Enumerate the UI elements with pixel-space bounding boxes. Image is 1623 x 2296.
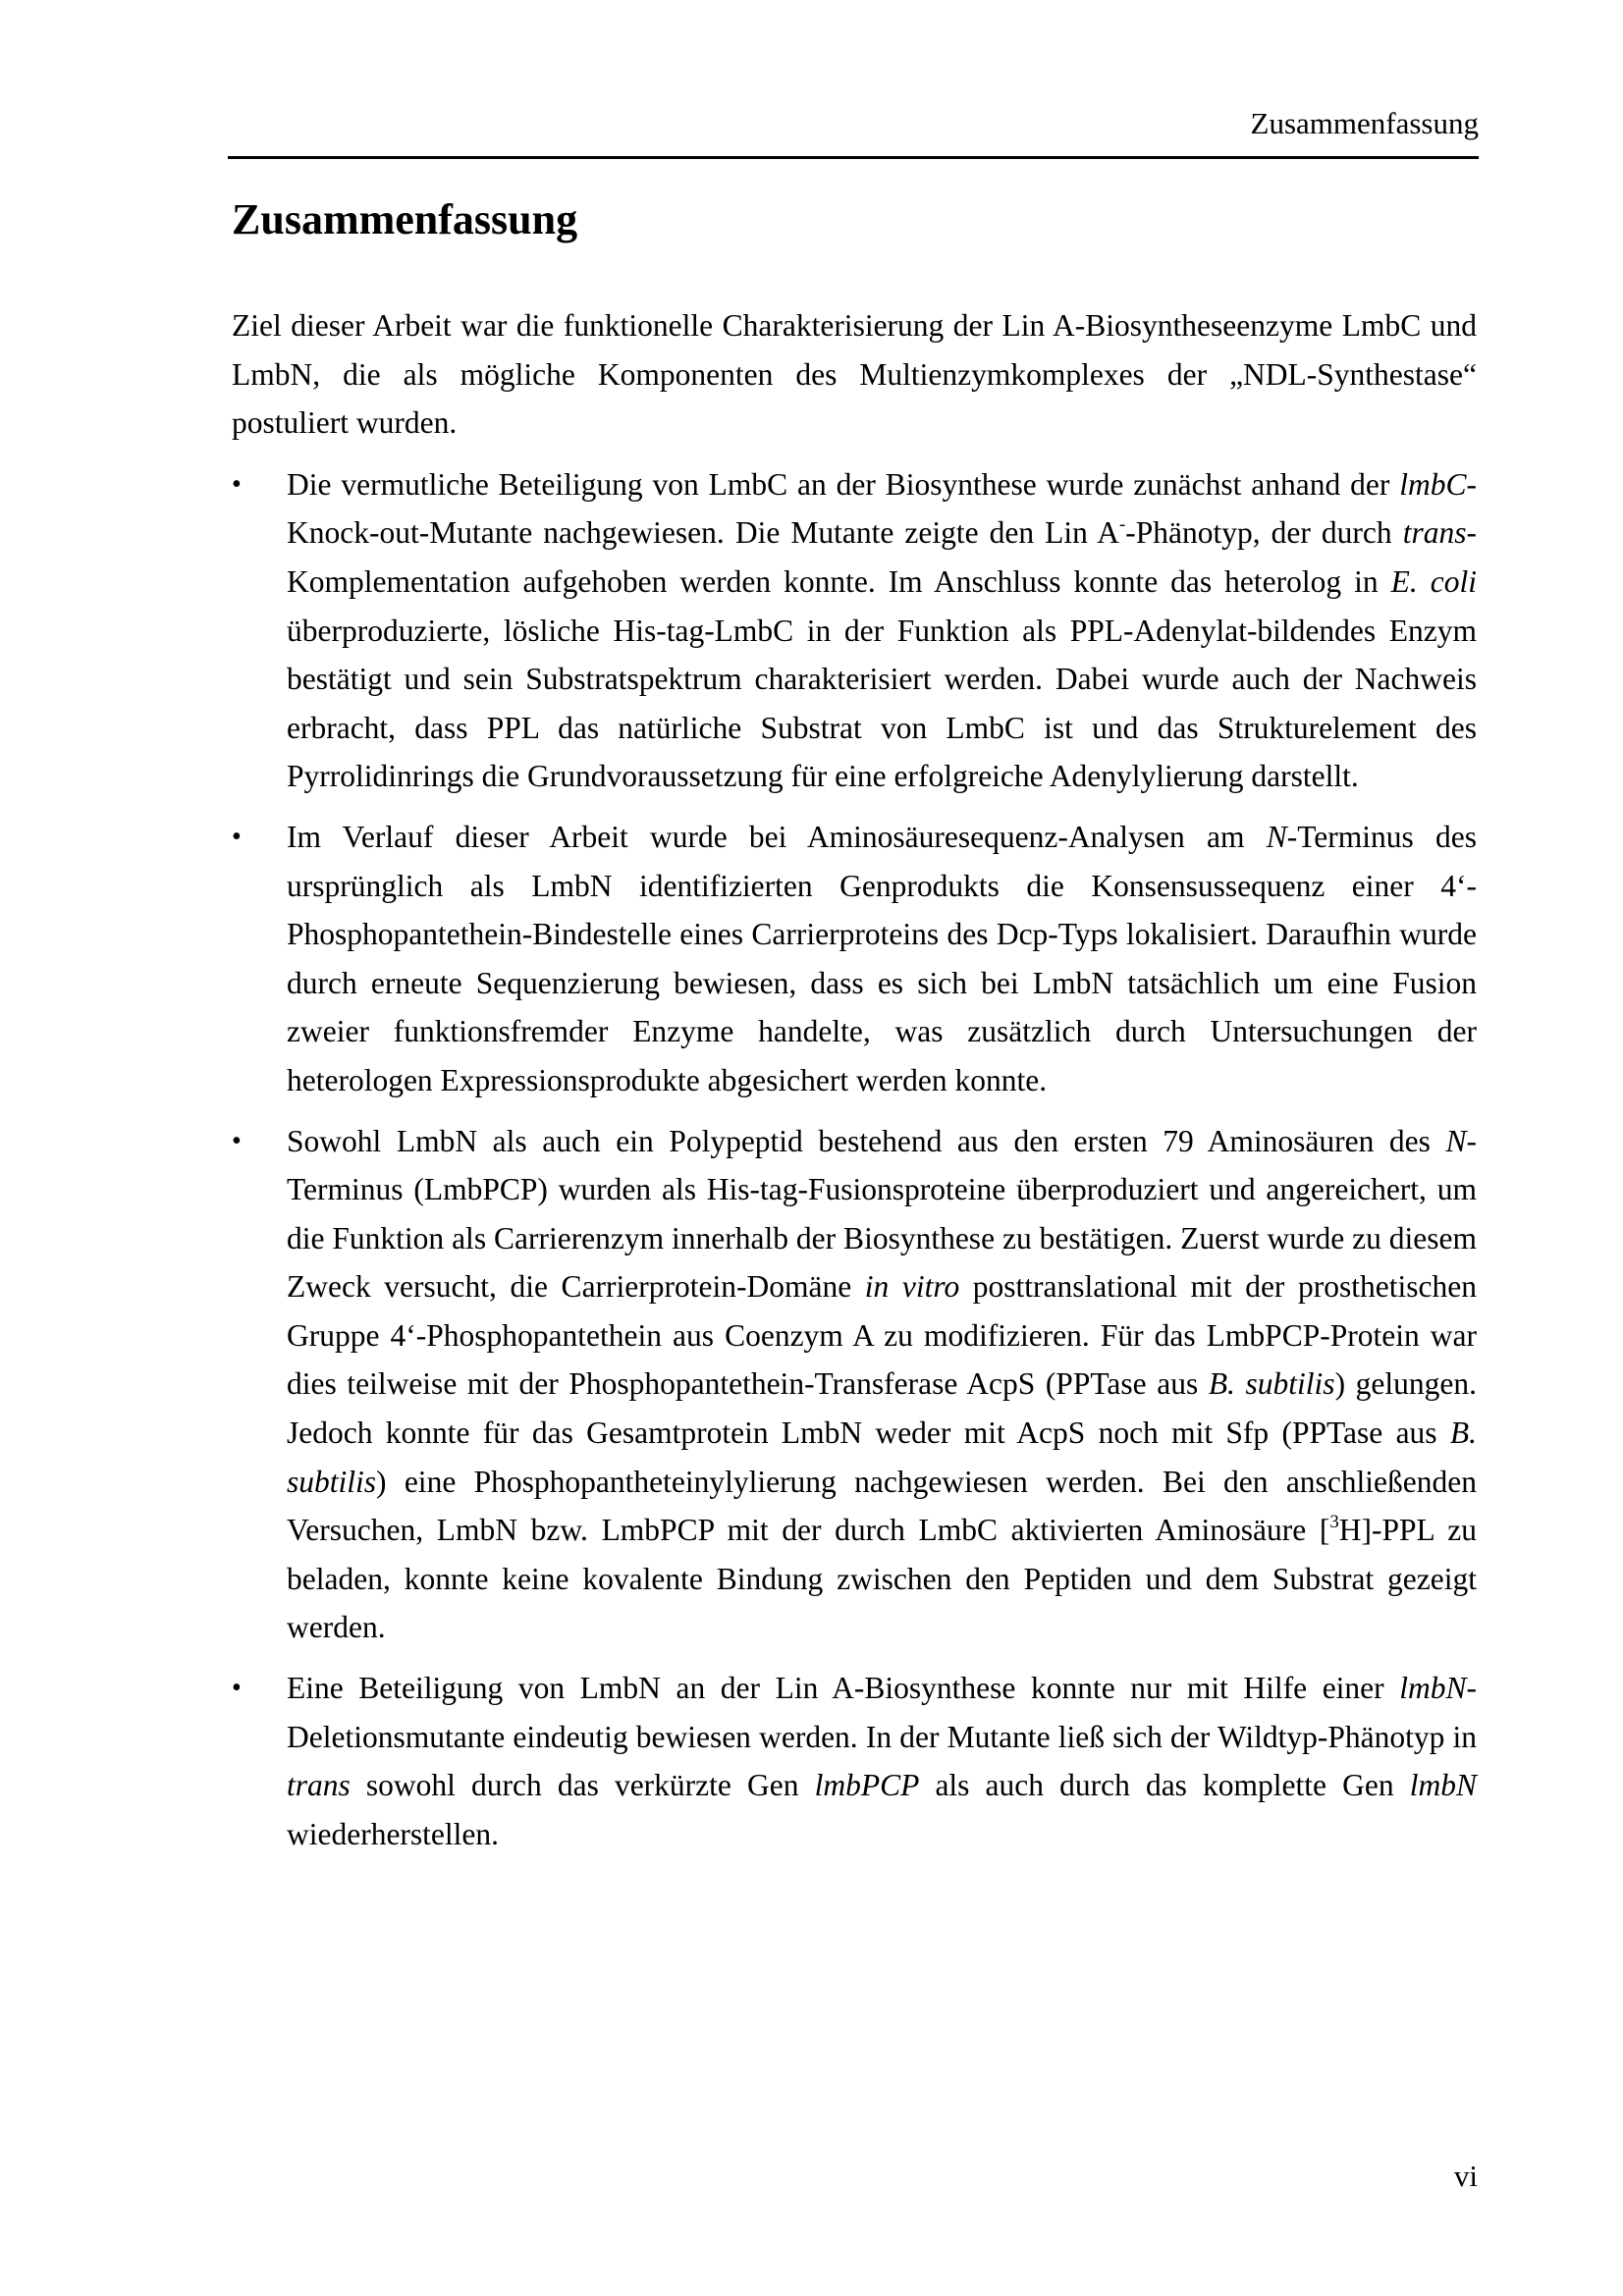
- bullet-text: Die vermutliche Beteiligung von LmbC an der Biosynthese wurde zunächst anhand der lmbC-Knock-out-Mutante nachgewiesen. Die Mutante zeigte den Lin A--Phänotyp, der durch trans-Komplementation aufgehoben werden konnte. Im Anschluss konnte das heterolog in E. coli überproduzierte, lösliche His-tag-LmbC in der Funktion als PPL-Adenylat-bildendes Enzym bestätigt und sein Substratspektrum charakterisiert werden. Dabei wurde auch der Nachweis erbracht, dass PPL das natürliche Substrat von LmbC ist und das Strukturelement des Pyrrolidinrings die Grundvoraussetzung für eine erfolgreiche Adenylylierung darstellt.: [287, 466, 1477, 794]
- bullet-text: Sowohl LmbN als auch ein Polypeptid bestehend aus den ersten 79 Aminosäuren des N-Terminus (LmbPCP) wurden als His-tag-Fusionsproteine überproduziert und angereichert, um die Funktion als Carrierenzym innerhalb der Biosynthese zu bestätigen. Zuerst wurde zu diesem Zweck versucht, die Carrierprotein-Domäne in vitro posttranslational mit der prosthetischen Gruppe 4‘-Phosphopantethein aus Coenzym A zu modifizieren. Für das LmbPCP-Protein war dies teilweise mit der Phosphopantethein-Transferase AcpS (PPTase aus B. subtilis) gelungen. Jedoch konnte für das Gesamtprotein LmbN weder mit AcpS noch mit Sfp (PPTase aus B. subtilis) eine Phosphopantheteinylylierung nachgewiesen werden. Bei den anschließenden Versuchen, LmbN bzw. LmbPCP mit der durch LmbC aktivierten Aminosäure [$^3$H]-PPL zu beladen, konnte keine kovalente Bindung zwischen den Peptiden und dem Substrat gezeigt werden.: [287, 1123, 1477, 1645]
- bullet-icon: •: [232, 1125, 242, 1156]
- bullet-text: Eine Beteiligung von LmbN an der Lin A-Biosynthese konnte nur mit Hilfe einer lmbN-Deletionsmutante eindeutig bewiesen werden. In der Mutante ließ sich der Wildtyp-Phänotyp in trans sowohl durch das verkürzte Gen lmbPCP als auch durch das komplette Gen lmbN wiederherstellen.: [287, 1671, 1477, 1851]
- bullet-item: [232, 1117, 1477, 1653]
- bullet-icon: •: [232, 1673, 242, 1704]
- bullet-icon: •: [232, 821, 242, 852]
- bullet-item: [232, 1664, 1477, 1858]
- summary-body: [232, 301, 1477, 1858]
- bullet-item: [232, 460, 1477, 801]
- bullet-item: [232, 813, 1477, 1105]
- bullet-icon: •: [232, 468, 242, 500]
- summary-bullet-list: [232, 460, 1477, 1859]
- intro-paragraph: Ziel dieser Arbeit war die funktionelle Charakterisierung der Lin A-Biosyntheseenzyme LmbC und LmbN, die als mögliche Komponenten des Multienzymkomplexes der „NDL-Synthestase“ postuliert wurden.: [232, 308, 1477, 441]
- header-rule: [228, 156, 1479, 159]
- running-header: Zusammenfassung: [1250, 106, 1479, 140]
- bullet-text: Im Verlauf dieser Arbeit wurde bei Aminosäuresequenz-Analysen am N-Terminus des ursprünglich als LmbN identifizierten Genprodukts die Konsensussequenz einer 4‘-Phosphopantethein-Bindestelle eines Carrierproteins des Dcp-Typs lokalisiert. Daraufhin wurde durch erneute Sequenzierung bewiesen, dass es sich bei LmbN tatsächlich um eine Fusion zweier funktionsfremder Enzyme handelte, was zusätzlich durch Untersuchungen der heterologen Expressionsprodukte abgesichert werden konnte.: [287, 819, 1477, 1097]
- page-number: vi: [1453, 2159, 1478, 2193]
- chapter-title: Zusammenfassung: [232, 195, 578, 243]
